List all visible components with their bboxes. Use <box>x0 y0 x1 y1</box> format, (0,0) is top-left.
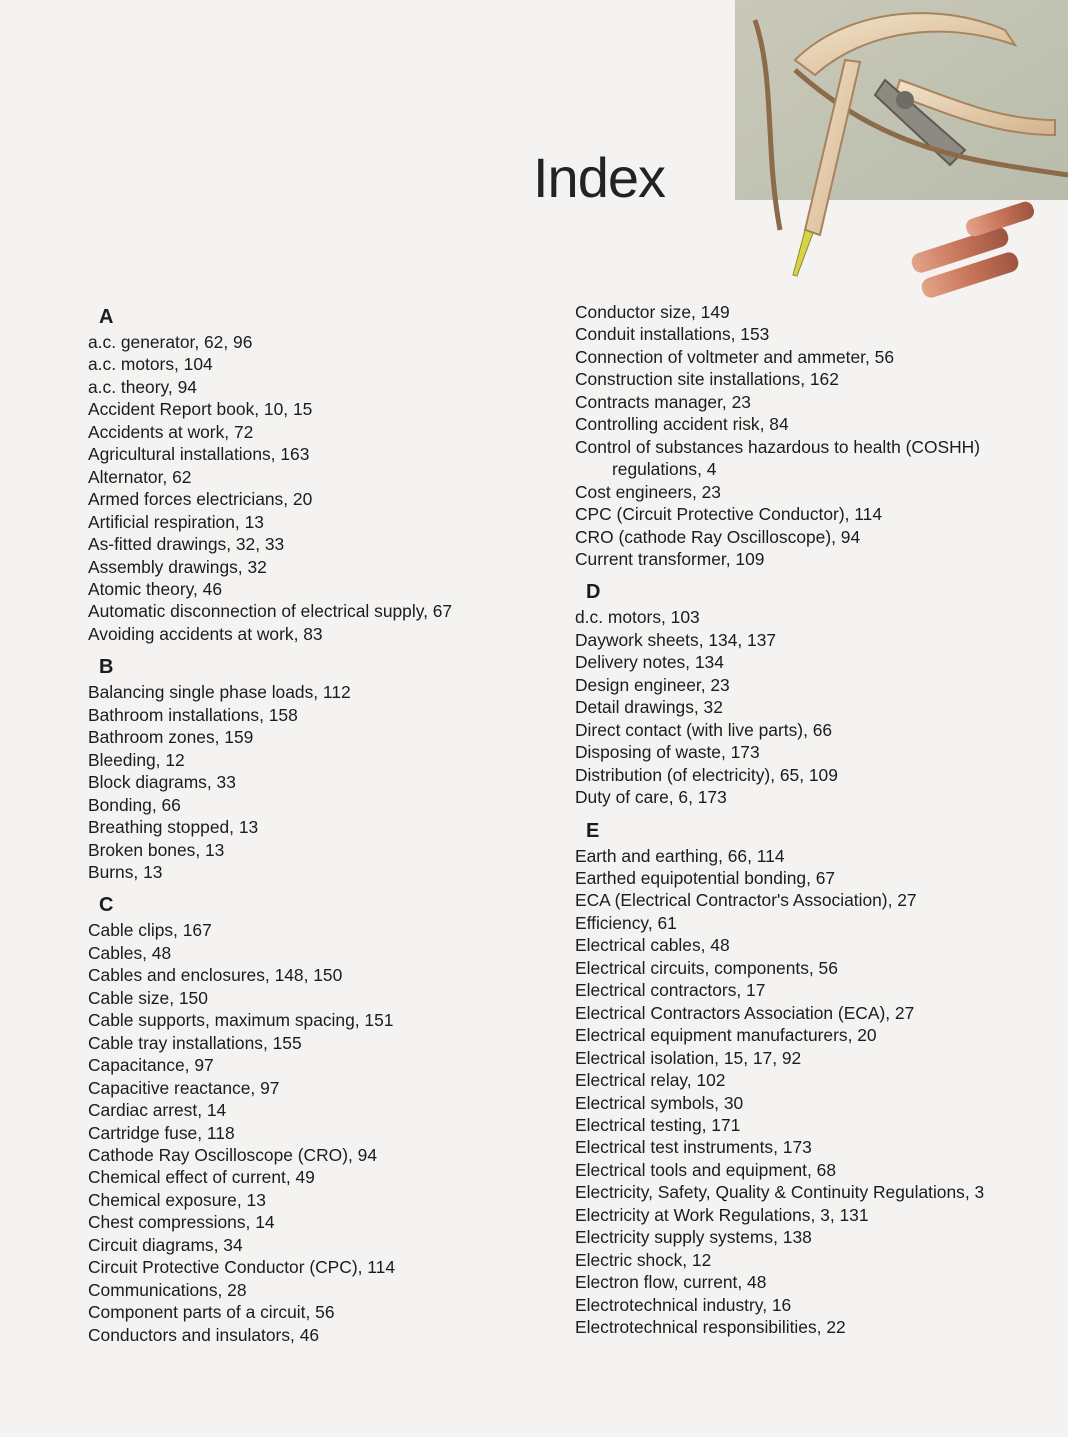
tools-illustration <box>735 0 1068 300</box>
index-entry: ECA (Electrical Contractor's Association), 27 <box>575 890 917 911</box>
index-entry: Electric shock, 12 <box>575 1249 712 1270</box>
index-entry: Component parts of a circuit, 56 <box>88 1302 335 1323</box>
index-entry: Electrotechnical industry, 16 <box>575 1294 792 1315</box>
index-entry: Chemical exposure, 13 <box>88 1189 266 1210</box>
page-title: Index <box>533 146 665 209</box>
index-entry: Bonding, 66 <box>88 794 181 815</box>
index-entry: Electrical relay, 102 <box>575 1070 726 1091</box>
index-entry: Capacitance, 97 <box>88 1055 214 1076</box>
index-entry: Electrical testing, 171 <box>575 1114 741 1135</box>
index-entry: Delivery notes, 134 <box>575 652 724 673</box>
index-entry: Earth and earthing, 66, 114 <box>575 845 785 866</box>
index-entry: Armed forces electricians, 20 <box>88 489 313 510</box>
index-entry: Electrical isolation, 15, 17, 92 <box>575 1047 802 1068</box>
index-entry: Accident Report book, 10, 15 <box>88 399 313 420</box>
index-entry: Cable tray installations, 155 <box>88 1032 302 1053</box>
index-entry: Contracts manager, 23 <box>575 391 751 412</box>
index-entry: Assembly drawings, 32 <box>88 556 267 577</box>
index-entry: Electrical symbols, 30 <box>575 1092 744 1113</box>
index-entry: Direct contact (with live parts), 66 <box>575 719 833 740</box>
index-entry: Agricultural installations, 163 <box>88 444 310 465</box>
index-entry: a.c. motors, 104 <box>88 354 213 375</box>
index-entry: Current transformer, 109 <box>575 548 765 569</box>
index-entry: Electron flow, current, 48 <box>575 1272 767 1293</box>
index-entry: Bleeding, 12 <box>88 749 185 770</box>
section-letter: E <box>586 819 600 842</box>
index-entry: Electricity, Safety, Quality & Continuity Regulations, 3 <box>575 1182 985 1203</box>
pliers-and-screwdriver-icon <box>735 0 1068 300</box>
index-entry: Balancing single phase loads, 112 <box>88 682 351 703</box>
index-entry: Capacitive reactance, 97 <box>88 1077 280 1098</box>
index-entry: Earthed equipotential bonding, 67 <box>575 867 836 888</box>
index-entry: Cardiac arrest, 14 <box>88 1100 227 1121</box>
index-entry: Cables and enclosures, 148, 150 <box>88 965 343 986</box>
index-entry: Bathroom zones, 159 <box>88 727 254 748</box>
index-entry: Cable clips, 167 <box>88 920 212 941</box>
index-entry: Duty of care, 6, 173 <box>575 787 727 808</box>
index-entry: Electrical tools and equipment, 68 <box>575 1159 837 1180</box>
index-entry: Communications, 28 <box>88 1279 247 1300</box>
index-section <box>88 303 518 645</box>
index-entry: Control of substances hazardous to health (COSHH) <box>575 436 981 457</box>
index-entry: Cartridge fuse, 118 <box>88 1122 235 1143</box>
index-entry: Electrical Contractors Association (ECA), 27 <box>575 1002 915 1023</box>
index-entry: Efficiency, 61 <box>575 912 677 933</box>
index-section <box>88 653 518 883</box>
index-entry: Block diagrams, 33 <box>88 772 236 793</box>
index-section <box>575 817 1045 1339</box>
index-column-right <box>575 301 1045 1346</box>
index-column-left <box>88 303 518 1354</box>
index-entry: a.c. theory, 94 <box>88 376 197 397</box>
section-letter: C <box>99 894 114 917</box>
index-entry: d.c. motors, 103 <box>575 607 700 628</box>
index-entry: Conductors and insulators, 46 <box>88 1324 320 1345</box>
index-section <box>575 301 1045 570</box>
index-entry: Electrical contractors, 17 <box>575 980 766 1001</box>
index-entry: Cables, 48 <box>88 942 172 963</box>
index-entry: Construction site installations, 162 <box>575 369 839 390</box>
index-entry: Electricity at Work Regulations, 3, 131 <box>575 1204 869 1225</box>
index-entry: Disposing of waste, 173 <box>575 742 760 763</box>
index-entry: Broken bones, 13 <box>88 839 225 860</box>
index-entry: Electrical circuits, components, 56 <box>575 957 838 978</box>
index-entry: Atomic theory, 46 <box>88 578 223 599</box>
index-section <box>575 578 1045 808</box>
index-entry: Artificial respiration, 13 <box>88 511 264 532</box>
index-entry: Cost engineers, 23 <box>575 481 721 502</box>
index-entry: a.c. generator, 62, 96 <box>88 332 253 352</box>
index-entry: Chest compressions, 14 <box>88 1212 275 1233</box>
index-entry: Conductor size, 149 <box>575 302 730 322</box>
index-entry: Accidents at work, 72 <box>88 421 254 442</box>
index-entry: Detail drawings, 32 <box>575 697 723 718</box>
index-entry-continuation: regulations, 4 <box>612 459 717 480</box>
index-entry: Chemical effect of current, 49 <box>88 1167 315 1188</box>
index-entry: Breathing stopped, 13 <box>88 817 259 838</box>
index-entry: Conduit installations, 153 <box>575 324 770 345</box>
index-entry: Alternator, 62 <box>88 466 192 487</box>
index-entry: Bathroom installations, 158 <box>88 704 298 725</box>
index-entry: CPC (Circuit Protective Conductor), 114 <box>575 504 883 525</box>
index-entry: Electrical equipment manufacturers, 20 <box>575 1025 877 1046</box>
index-entry: Electricity supply systems, 138 <box>575 1227 812 1248</box>
index-entry: Cathode Ray Oscilloscope (CRO), 94 <box>88 1144 377 1165</box>
index-entry: Daywork sheets, 134, 137 <box>575 629 777 650</box>
section-letter: B <box>99 656 114 679</box>
index-entry: Circuit diagrams, 34 <box>88 1234 243 1255</box>
index-entry: CRO (cathode Ray Oscilloscope), 94 <box>575 526 861 547</box>
index-section <box>88 891 518 1346</box>
index-entry: As-fitted drawings, 32, 33 <box>88 534 285 555</box>
section-letter: D <box>586 581 601 604</box>
index-entry: Circuit Protective Conductor (CPC), 114 <box>88 1257 396 1278</box>
index-entry: Controlling accident risk, 84 <box>575 414 789 435</box>
index-entry: Electrical test instruments, 173 <box>575 1137 812 1158</box>
index-entry: Distribution (of electricity), 65, 109 <box>575 764 838 785</box>
index-entry: Cable size, 150 <box>88 987 208 1008</box>
index-entry: Electrical cables, 48 <box>575 935 730 956</box>
index-entry: Cable supports, maximum spacing, 151 <box>88 1010 394 1031</box>
index-entry: Avoiding accidents at work, 83 <box>88 623 323 644</box>
index-entry: Connection of voltmeter and ammeter, 56 <box>575 346 895 367</box>
index-entry: Burns, 13 <box>88 861 163 882</box>
index-entry: Design engineer, 23 <box>575 674 730 695</box>
section-letter: A <box>99 306 114 328</box>
index-entry: Electrotechnical responsibilities, 22 <box>575 1317 846 1338</box>
index-entry: Automatic disconnection of electrical supply, 67 <box>88 601 453 622</box>
